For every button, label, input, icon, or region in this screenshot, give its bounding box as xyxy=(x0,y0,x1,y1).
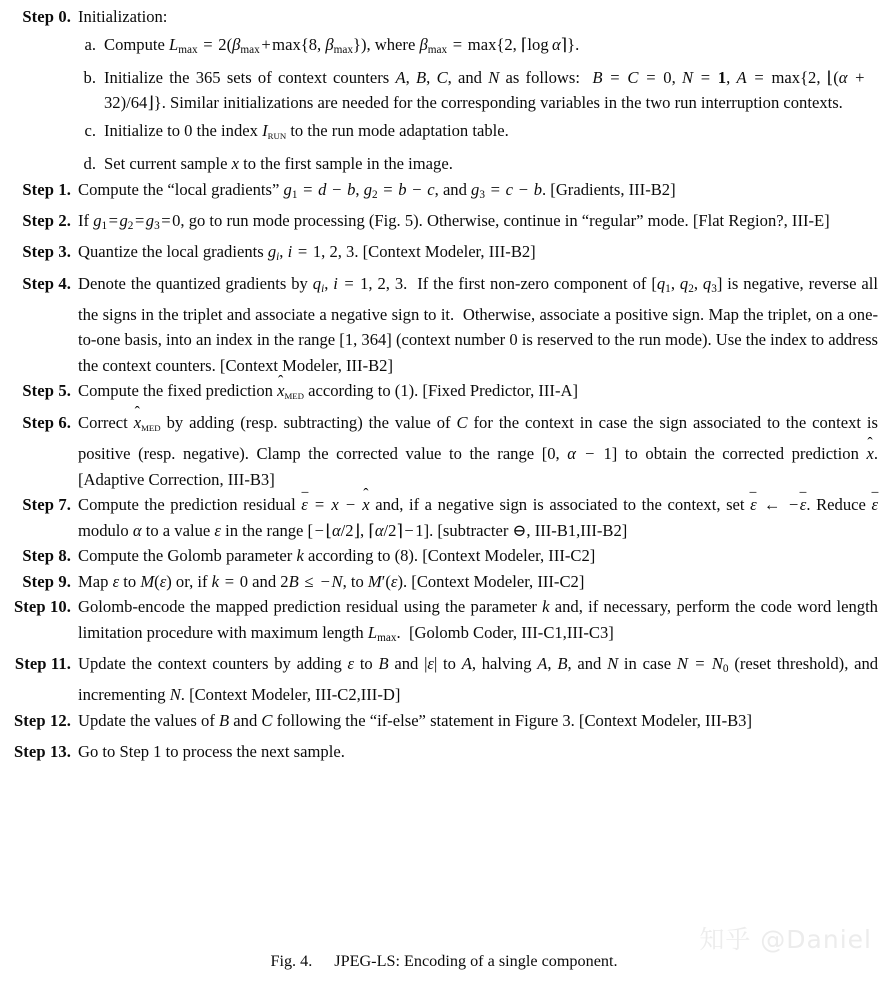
step-0-intro: Initialization: xyxy=(78,7,168,26)
figure-caption-text: JPEG-LS: Encoding of a single component. xyxy=(334,952,618,970)
substep-marker-a: a. xyxy=(84,34,96,54)
substep-marker-d: d. xyxy=(83,154,96,174)
step-label-11: Step 11. xyxy=(14,653,71,673)
substep-d xyxy=(78,151,878,177)
step-row-4 xyxy=(0,271,888,379)
step-body-0 xyxy=(78,4,888,177)
step-row-10 xyxy=(0,594,888,651)
substep-text-c: Initialize to 0 the index $I_{RUN}$ to the run mode adaptation table. xyxy=(104,120,509,141)
step-row-7 xyxy=(0,492,888,543)
step-label-6: Step 6. xyxy=(22,412,71,432)
step-label-13: Step 13. xyxy=(13,742,71,762)
step-label-0: Step 0. xyxy=(22,7,71,26)
step-body-12: Update the values of B and C following the “if-else” statement in Figure 3. [Context Modeler, III-B3] xyxy=(78,710,752,730)
zhihu-watermark: 知乎 @Daniel xyxy=(699,925,872,954)
substep-text-b: Initialize the 365 sets of context counters A, B, C, and N as follows: B = C = 0, N = 1, A = max{2, ⌊(α + 32)/64⌋}. Similar initializations are needed for the corresponding variables in the two run interruption contexts. xyxy=(104,67,865,113)
step-body-13: Go to Step 1 to process the next sample. xyxy=(78,742,345,762)
step-body-3: Quantize the local gradients $g_i$, i = 1, 2, 3. [Context Modeler, III-B2] xyxy=(78,242,536,264)
step-label-12: Step 12. xyxy=(13,710,71,730)
step-row-9 xyxy=(0,569,888,595)
step-label-7: Step 7. xyxy=(22,495,71,514)
step-body-5: Compute the fixed prediction x ˆ$_{MED}$ according to (1). [Fixed Predictor, III-A] xyxy=(78,378,888,409)
step-label-1: Step 1. xyxy=(22,179,71,199)
step-body-11: Update the context counters by adding ε to B and |ε| to A, halving A, B, and N in case $N = N_0$ (reset threshold), and incrementing N. [Context Modeler, III-C2,III-D] xyxy=(78,653,879,705)
step-body-8: Compute the Golomb parameter k according to (8). [Context Modeler, III-C2] xyxy=(78,546,596,565)
substep-c xyxy=(78,118,878,149)
step-label-2: Step 2. xyxy=(22,210,71,230)
step-body-6: Correct x ˆ$_{MED}$ by adding (resp. subtracting) the value of C for the context in case the sign associated to the context is positive (resp. negative). Clamp the corrected value to the range [0, α − 1] to obtain the corrected prediction x ˆ. [Adaptive Correction, III-B3] xyxy=(78,410,888,492)
step-label-10: Step 10. xyxy=(13,597,71,616)
step-row-8 xyxy=(0,543,888,569)
step-row-11 xyxy=(0,651,888,708)
step-label-5: Step 5. xyxy=(22,381,71,401)
step-label-3: Step 3. xyxy=(22,242,71,262)
substep-marker-b: b. xyxy=(83,67,96,87)
step-row-5 xyxy=(0,378,888,409)
step-body-7: Compute the prediction residual ε ¯ = x − x ˆ and, if a negative sign is associated to the context, set ε ¯ ← −ε ¯. Reduce ε ¯ modulo α to a value ε in the range [−⌊α/2⌋, ⌈α/2⌉−1]. [subtracter ⊖, III-B1,III-B2] xyxy=(78,492,888,543)
step-body-2: If $g_1=g_2=g_3=0$, go to run mode processing (Fig. 5). Otherwise, continue in “regular” mode. [Flat Region?, III-E] xyxy=(78,210,830,232)
substep-text-a: Compute $L_{max} = 2(\beta_{max}+\max\{8$, $\beta_{max}$}), where $\beta_{max} = \max\{2$, ⌈log α⌉}. xyxy=(104,34,580,56)
step-0-substeps xyxy=(78,32,878,177)
algorithm-step-list xyxy=(0,4,888,765)
figure-caption xyxy=(0,950,888,972)
step-label-4: Step 4. xyxy=(22,273,71,293)
substep-text-d: Set current sample x to the first sample in the image. xyxy=(104,154,453,174)
step-row-1 xyxy=(0,177,888,208)
step-label-9: Step 9. xyxy=(22,571,71,591)
step-row-2 xyxy=(0,208,888,239)
step-body-9: Map ε to M(ε) or, if k = 0 and 2B ≤ −N, to M′(ε). [Context Modeler, III-C2] xyxy=(78,571,585,591)
step-label-8: Step 8. xyxy=(22,546,71,565)
substep-b xyxy=(78,65,878,116)
step-row-12 xyxy=(0,708,888,734)
substep-marker-c: c. xyxy=(84,120,96,140)
step-body-4: Denote the quantized gradients by $q_i$, i = 1, 2, 3. If the first non-zero component of [$q_1$, $q_2$, $q_3$] is negative, reverse all the signs in the triplet and associate a negative sign to it. Otherwise, associate a positive sign. Map the triplet, on a one-to-one basis, into an index in the range [1, 364] (context number 0 is reserved to the run mode). Use the index to address the context counters. [Context Modeler, III-B2] xyxy=(78,273,878,375)
step-row-3 xyxy=(0,239,888,270)
step-row-13 xyxy=(0,739,888,765)
step-row-0 xyxy=(0,4,888,177)
step-row-6 xyxy=(0,410,888,492)
step-body-10: Golomb-encode the mapped prediction residual using the parameter k and, if necessary, perform the code word length limitation procedure with maximum length $L_{max}$. [Golomb Coder, III-C1,III-C3] xyxy=(78,597,878,644)
substep-a xyxy=(78,32,878,63)
step-body-1: Compute the “local gradients” $g_1 = d - b$, $g_2 = b - c$, and $g_3 = c - b$. [Gradients, III-B2] xyxy=(78,179,676,201)
figure-number: Fig. 4. xyxy=(270,952,313,970)
